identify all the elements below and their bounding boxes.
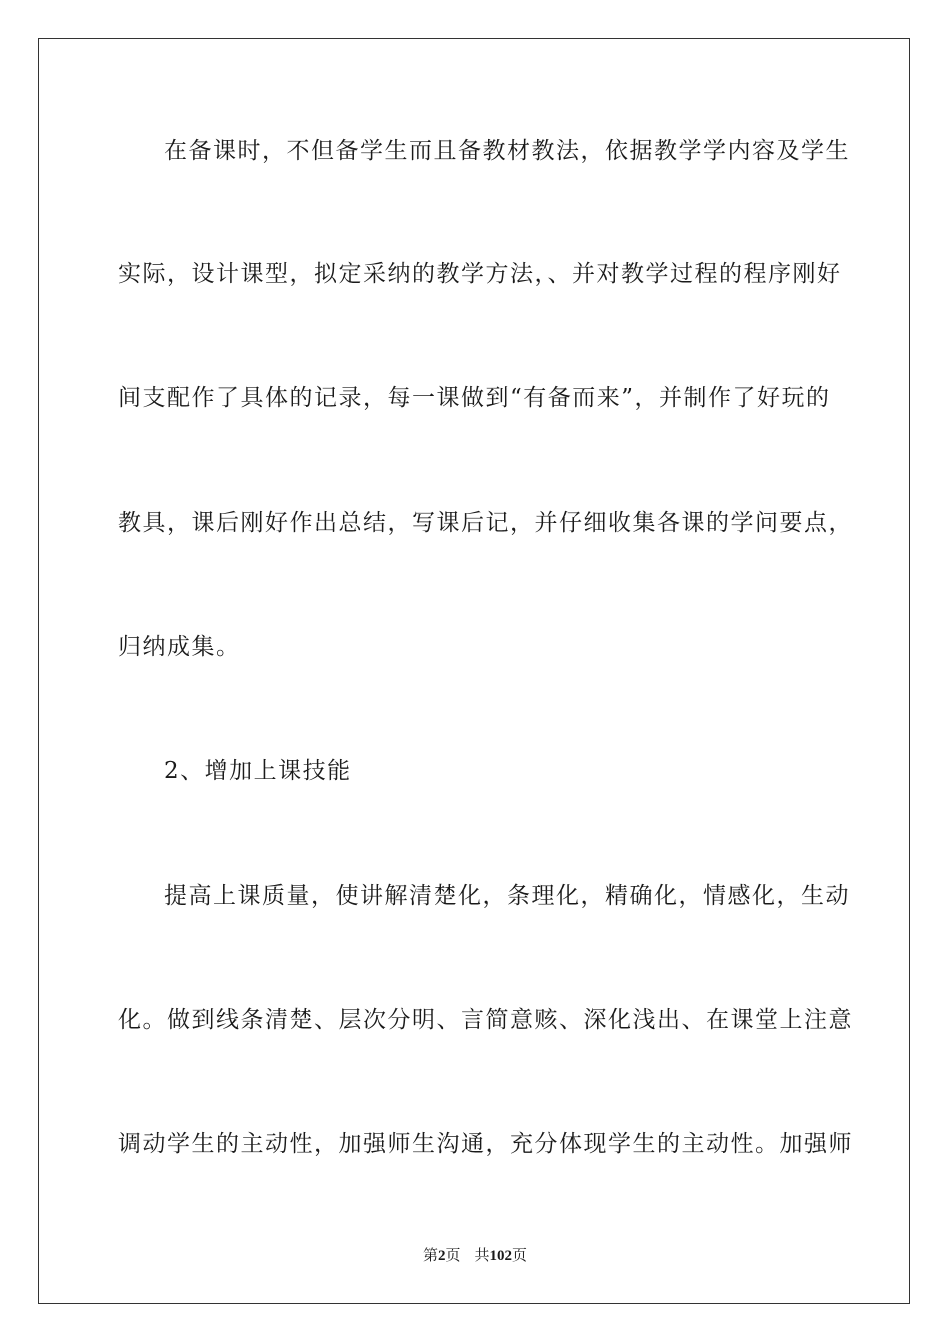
paragraph-line: 提高上课质量，使讲解清楚化，条理化，精确化，情感化，生动	[164, 883, 850, 909]
paragraph-line: 调动学生的主动性，加强师生沟通，充分体现学生的主动性。加强师	[118, 1131, 853, 1157]
total-suffix: 页	[512, 1248, 528, 1264]
paragraph-line: 间支配作了具体的记录，每一课做到“有备而来”，并制作了好玩的	[118, 385, 831, 411]
total-prefix: 共	[474, 1248, 490, 1264]
page-prefix: 第	[422, 1248, 438, 1264]
page-suffix: 页	[445, 1248, 461, 1264]
page-number: 2	[437, 1248, 446, 1264]
page-border	[38, 38, 910, 1304]
paragraph-line: 实际，设计课型，拟定采纳的教学方法，、并对教学过程的程序刚好	[118, 261, 842, 287]
paragraph-line: 教具，课后刚好作出总结，写课后记，并仔细收集各课的学问要点，	[118, 510, 853, 536]
total-pages: 102	[489, 1248, 513, 1264]
paragraph-line: 化。做到线条清楚、层次分明、言简意赅、深化浅出、在课堂上注意	[118, 1007, 853, 1033]
paragraph-line: 归纳成集。	[118, 634, 241, 660]
section-heading: 2、增加上课技能	[164, 758, 352, 784]
page-footer	[0, 1246, 950, 1266]
paragraph-line: 在备课时，不但备学生而且备教材教法，依据教学学内容及学生	[164, 138, 850, 164]
